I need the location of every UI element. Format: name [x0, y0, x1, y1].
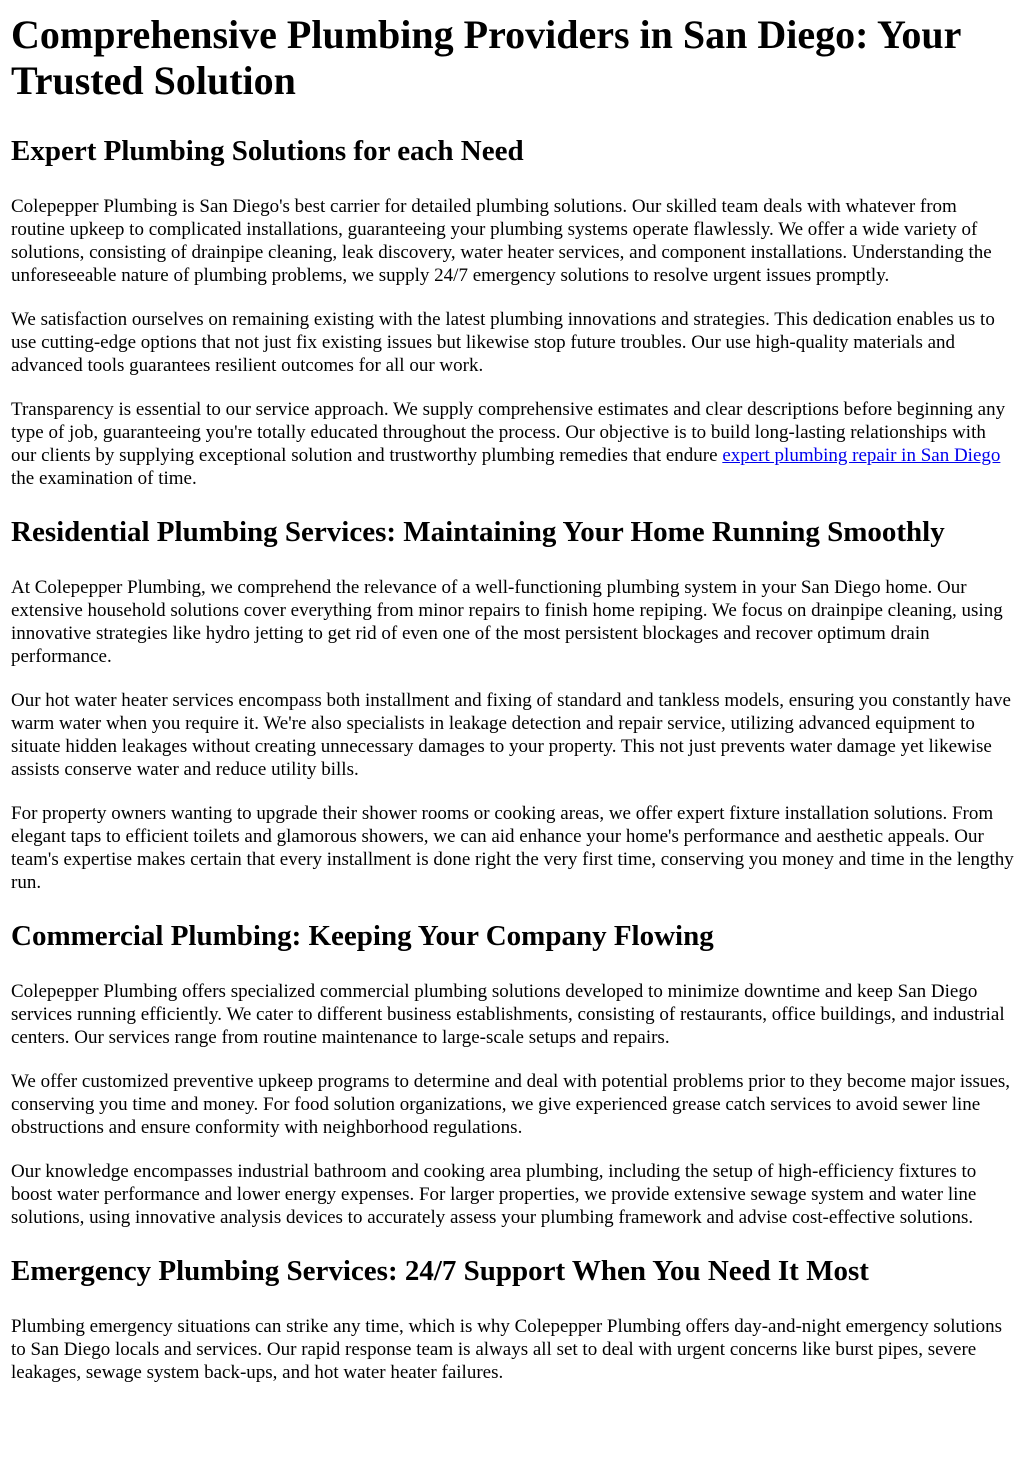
- paragraph: Colepepper Plumbing is San Diego's best carrier for detailed plumbing solutions. Our skilled team deals with whatever from routine upkeep to complicated installations, guaranteeing your plumbing systems operate flawlessly. We offer a wide variety of solutions, consisting of drainpipe cleaning, leak discovery, water heater services, and component installations. Understanding the unforeseeable nature of plumbing problems, we supply 24/7 emergency solutions to resolve urgent issues promptly.: [11, 196, 992, 286]
- section-heading-emergency: Emergency Plumbing Services: 24/7 Support When You Need It Most: [11, 1255, 869, 1287]
- paragraph-text-after-link: the examination of time.: [11, 468, 197, 489]
- paragraph: We offer customized preventive upkeep programs to determine and deal with potential problems prior to they become major issues, conserving you time and money. For food solution organizations, we give experienced grease catch services to avoid sewer line obstructions and ensure conformity with neighborhood regulations.: [11, 1071, 1011, 1138]
- paragraph-text-before-link: Transparency is essential to our service approach. We supply comprehensive estimates and clear descriptions before beginning any type of job, guaranteeing you're totally educated throughout the process. Our objective is to build long-lasting relationships with our clients by supplying exceptional solution and trustworthy plumbing remedies that endure: [11, 399, 1006, 466]
- paragraph: Plumbing emergency situations can strike any time, which is why Colepepper Plumbing offers day-and-night emergency solutions to San Diego locals and services. Our rapid response team is always all set to deal with urgent concerns like burst pipes, severe leakages, sewage system back-ups, and hot water heater failures.: [11, 1316, 1002, 1383]
- paragraph: Our hot water heater services encompass both installment and fixing of standard and tankless models, ensuring you constantly have warm water when you require it. We're also specialists in leakage detection and repair service, utilizing advanced equipment to situate hidden leakages without creating unnecessary damages to your property. This not just prevents water damage yet likewise assists conserve water and reduce utility bills.: [11, 690, 1011, 780]
- paragraph-with-link: [11, 398, 1014, 490]
- paragraph: For property owners wanting to upgrade their shower rooms or cooking areas, we offer expert fixture installation solutions. From elegant taps to efficient toilets and glamorous showers, we can aid enhance your home's performance and aesthetic appeals. Our team's expertise makes certain that every installment is done right the very first time, conserving you money and time in the lengthy run.: [11, 803, 1014, 893]
- paragraph: We satisfaction ourselves on remaining existing with the latest plumbing innovations and strategies. This dedication enables us to use cutting-edge options that not just fix existing issues but likewise stop future troubles. Our use high-quality materials and advanced tools guarantees resilient outcomes for all our work.: [11, 309, 995, 376]
- section-heading-expert: Expert Plumbing Solutions for each Need: [11, 135, 524, 167]
- paragraph: Colepepper Plumbing offers specialized commercial plumbing solutions developed to minimize downtime and keep San Diego services running efficiently. We cater to different business establishments, consisting of restaurants, office buildings, and industrial centers. Our services range from routine maintenance to large-scale setups and repairs.: [11, 981, 1005, 1048]
- paragraph: Our knowledge encompasses industrial bathroom and cooking area plumbing, including the setup of high-efficiency fixtures to boost water performance and lower energy expenses. For larger properties, we provide extensive sewage system and water line solutions, using innovative analysis devices to accurately assess your plumbing framework and advise cost-effective solutions.: [11, 1161, 977, 1228]
- expert-plumbing-repair-link[interactable]: expert plumbing repair in San Diego: [722, 445, 1001, 466]
- article: [0, 12, 1024, 1384]
- section-heading-residential: Residential Plumbing Services: Maintaining Your Home Running Smoothly: [11, 516, 945, 548]
- paragraph: At Colepepper Plumbing, we comprehend the relevance of a well-functioning plumbing system in your San Diego home. Our extensive household solutions cover everything from minor repairs to finish home repiping. We focus on drainpipe cleaning, using innovative strategies like hydro jetting to get rid of even one of the most persistent blockages and recover optimum drain performance.: [11, 577, 1003, 667]
- section-heading-commercial: Commercial Plumbing: Keeping Your Company Flowing: [11, 920, 714, 952]
- page-title: Comprehensive Plumbing Providers in San Diego: Your Trusted Solution: [11, 12, 961, 103]
